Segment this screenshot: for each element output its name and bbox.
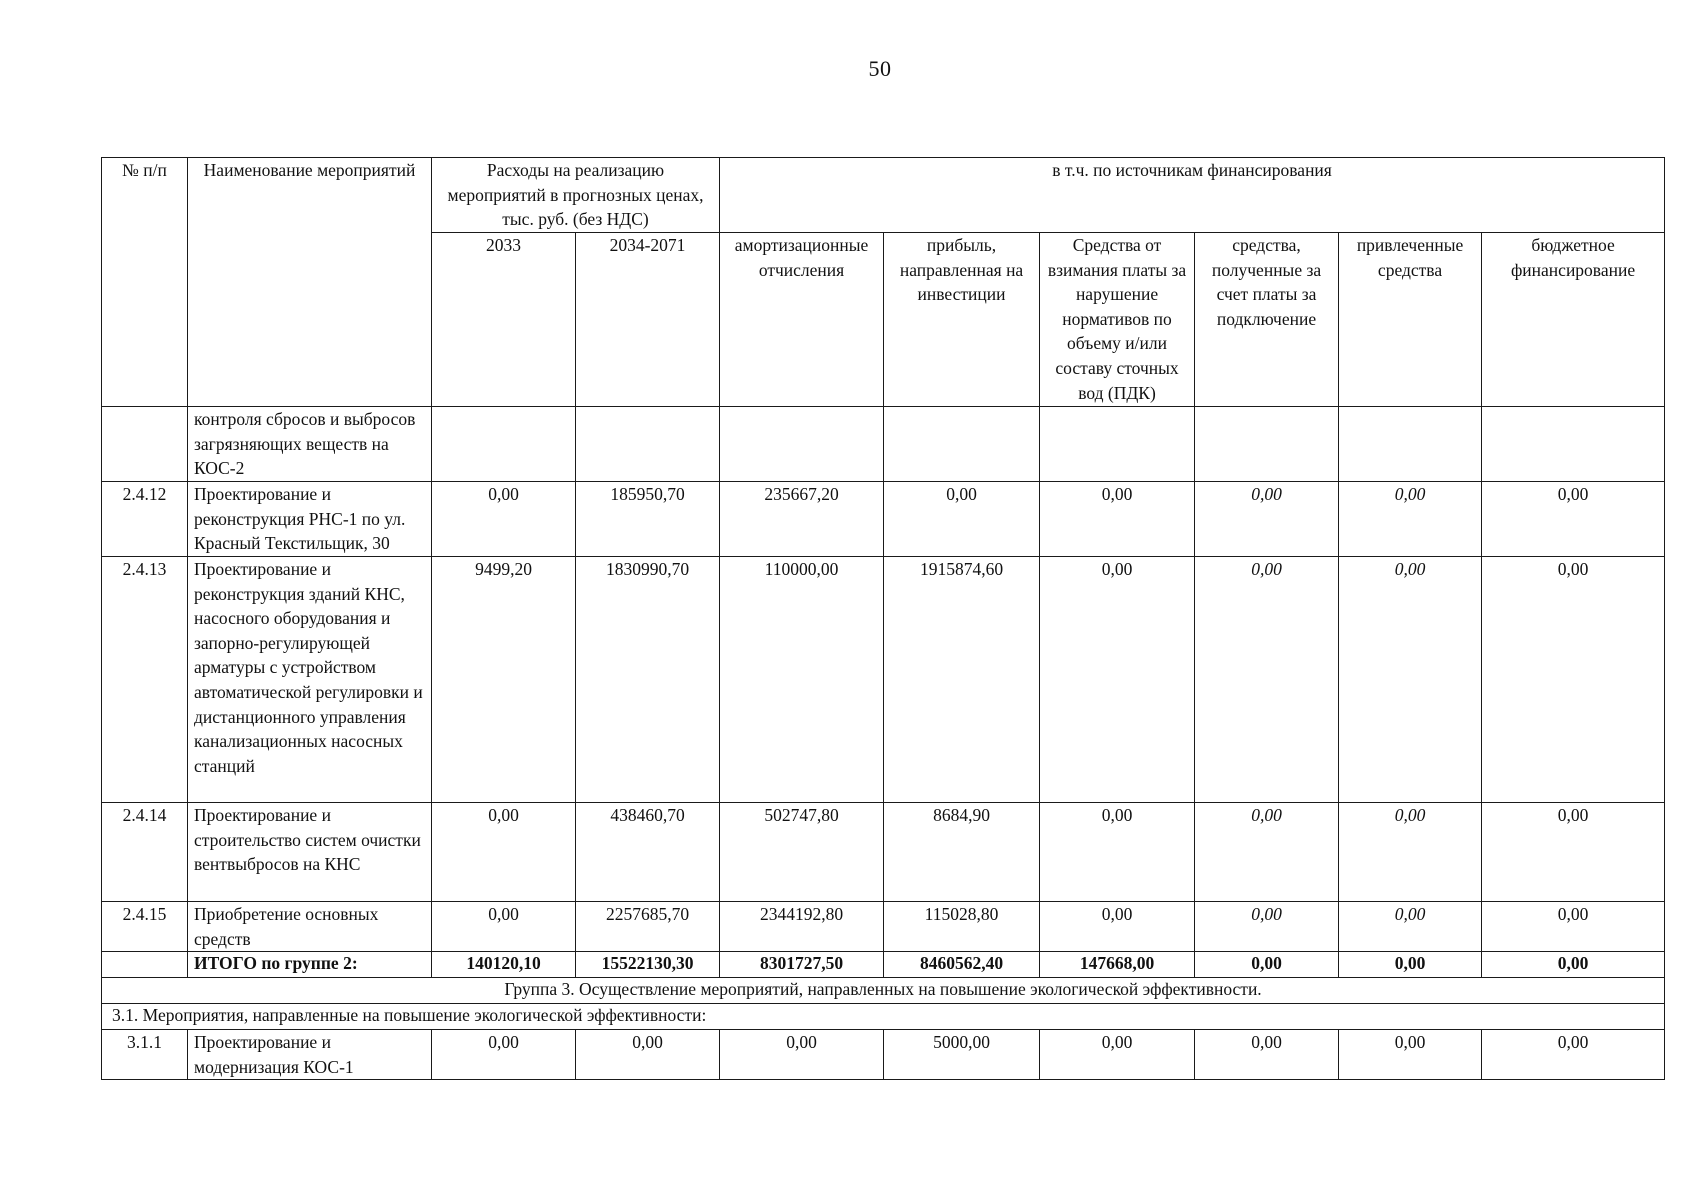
cell-2034-2071: 2257685,70 — [576, 902, 720, 952]
cell-amortization: 2344192,80 — [720, 902, 884, 952]
header-attracted: привлеченные средства — [1339, 233, 1482, 407]
cell-connection: 0,00 — [1195, 1030, 1339, 1080]
cell-amortization: 235667,20 — [720, 482, 884, 557]
cell-attracted: 0,00 — [1339, 557, 1482, 803]
header-amortization: амортизационные отчисления — [720, 233, 884, 407]
header-connection: средства, полученные за счет платы за подключение — [1195, 233, 1339, 407]
group-title-row — [102, 978, 1665, 1004]
cell-2034-2071: 438460,70 — [576, 803, 720, 902]
continuation-row — [102, 407, 1665, 482]
cell-amortization: 0,00 — [720, 1030, 884, 1080]
cell-empty — [884, 407, 1040, 482]
cell-empty — [720, 407, 884, 482]
cell-attracted: 0,00 — [1339, 803, 1482, 902]
cell-profit: 8684,90 — [884, 803, 1040, 902]
investment-plan-table — [101, 157, 1665, 1080]
cell-connection: 0,00 — [1195, 803, 1339, 902]
cell-no — [102, 952, 188, 978]
total-connection: 0,00 — [1195, 952, 1339, 978]
total-pdk: 147668,00 — [1040, 952, 1195, 978]
cell-connection: 0,00 — [1195, 482, 1339, 557]
cell-no: 2.4.13 — [102, 557, 188, 803]
cell-connection: 0,00 — [1195, 902, 1339, 952]
cell-2034-2071: 1830990,70 — [576, 557, 720, 803]
cell-attracted: 0,00 — [1339, 1030, 1482, 1080]
total-profit: 8460562,40 — [884, 952, 1040, 978]
cell-budget: 0,00 — [1482, 902, 1665, 952]
cell-2034-2071: 185950,70 — [576, 482, 720, 557]
total-amortization: 8301727,50 — [720, 952, 884, 978]
cell-name: контроля сбросов и выбросов загрязняющих веществ на КОС-2 — [188, 407, 432, 482]
cell-profit: 115028,80 — [884, 902, 1040, 952]
total-attracted: 0,00 — [1339, 952, 1482, 978]
cell-profit: 5000,00 — [884, 1030, 1040, 1080]
cell-empty — [432, 407, 576, 482]
total-label: ИТОГО по группе 2: — [188, 952, 432, 978]
cell-name: Проектирование и строительство систем очистки вентвыбросов на КНС — [188, 803, 432, 902]
table-row — [102, 1030, 1665, 1080]
cell-name: Приобретение основных средств — [188, 902, 432, 952]
cell-no: 3.1.1 — [102, 1030, 188, 1080]
cell-empty — [576, 407, 720, 482]
cell-name: Проектирование и модернизация КОС-1 — [188, 1030, 432, 1080]
table-row — [102, 482, 1665, 557]
cell-empty — [1339, 407, 1482, 482]
header-year-2034-2071: 2034-2071 — [576, 233, 720, 407]
total-row — [102, 952, 1665, 978]
total-2033: 140120,10 — [432, 952, 576, 978]
cell-attracted: 0,00 — [1339, 482, 1482, 557]
header-sources: в т.ч. по источникам финансирования — [720, 158, 1665, 233]
header-name: Наименование мероприятий — [188, 158, 432, 407]
cell-no: 2.4.12 — [102, 482, 188, 557]
table-row — [102, 902, 1665, 952]
cell-profit: 1915874,60 — [884, 557, 1040, 803]
table-row — [102, 803, 1665, 902]
table-row — [102, 557, 1665, 803]
cell-2034-2071: 0,00 — [576, 1030, 720, 1080]
header-costs: Расходы на реализацию мероприятий в прогнозных ценах, тыс. руб. (без НДС) — [432, 158, 720, 233]
cell-pdk: 0,00 — [1040, 557, 1195, 803]
cell-pdk: 0,00 — [1040, 1030, 1195, 1080]
group-3-title: Группа 3. Осуществление мероприятий, направленных на повышение экологической эффективности. — [102, 978, 1665, 1004]
cell-budget: 0,00 — [1482, 557, 1665, 803]
cell-no — [102, 407, 188, 482]
cell-pdk: 0,00 — [1040, 803, 1195, 902]
cell-budget: 0,00 — [1482, 803, 1665, 902]
header-budget: бюджетное финансирование — [1482, 233, 1665, 407]
cell-name: Проектирование и реконструкция зданий КНС, насосного оборудования и запорно-регулирующей арматуры с устройством автоматической регулировки и дистанционного управления канализационных насосных станций — [188, 557, 432, 803]
cell-profit: 0,00 — [884, 482, 1040, 557]
cell-attracted: 0,00 — [1339, 902, 1482, 952]
header-no: № п/п — [102, 158, 188, 407]
cell-no: 2.4.15 — [102, 902, 188, 952]
cell-empty — [1195, 407, 1339, 482]
header-pdk: Средства от взимания платы за нарушение нормативов по объему и/или составу сточных вод (ПДК) — [1040, 233, 1195, 407]
total-budget: 0,00 — [1482, 952, 1665, 978]
cell-budget: 0,00 — [1482, 482, 1665, 557]
cell-budget: 0,00 — [1482, 1030, 1665, 1080]
cell-amortization: 110000,00 — [720, 557, 884, 803]
cell-amortization: 502747,80 — [720, 803, 884, 902]
cell-pdk: 0,00 — [1040, 482, 1195, 557]
cell-empty — [1482, 407, 1665, 482]
cell-2033: 0,00 — [432, 482, 576, 557]
cell-empty — [1040, 407, 1195, 482]
cell-2033: 0,00 — [432, 803, 576, 902]
subgroup-3-1-title: 3.1. Мероприятия, направленные на повышение экологической эффективности: — [102, 1004, 1665, 1030]
cell-2033: 0,00 — [432, 1030, 576, 1080]
page-number: 50 — [868, 56, 892, 81]
header-row-1 — [102, 158, 1665, 233]
cell-pdk: 0,00 — [1040, 902, 1195, 952]
cell-no: 2.4.14 — [102, 803, 188, 902]
cell-2033: 0,00 — [432, 902, 576, 952]
total-2034-2071: 15522130,30 — [576, 952, 720, 978]
header-year-2033: 2033 — [432, 233, 576, 407]
cell-connection: 0,00 — [1195, 557, 1339, 803]
subgroup-title-row — [102, 1004, 1665, 1030]
cell-2033: 9499,20 — [432, 557, 576, 803]
cell-name: Проектирование и реконструкция РНС-1 по ул. Красный Текстильщик, 30 — [188, 482, 432, 557]
header-profit: прибыль, направленная на инвестиции — [884, 233, 1040, 407]
